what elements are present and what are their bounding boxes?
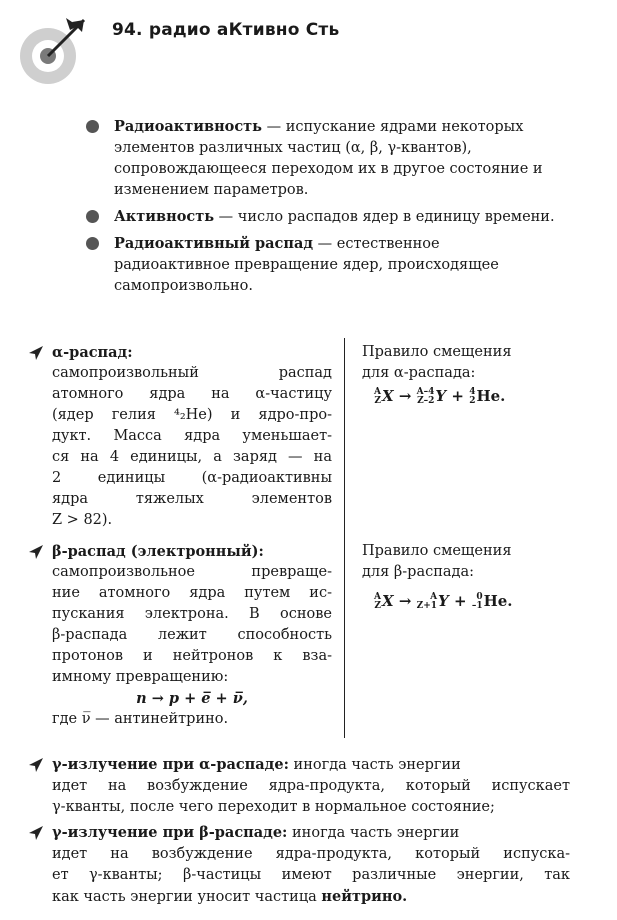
beta-heading: β-распад (электронный): — [52, 543, 264, 560]
bullet-icon — [86, 237, 99, 250]
column-divider — [344, 338, 345, 738]
alpha-line: самопроизвольный распад — [52, 365, 332, 381]
beta-note: где ν̅ — антинейтрино. — [52, 711, 229, 727]
rule-title: Правило смещения — [362, 344, 512, 360]
gamma-beta-text: ет γ-кванты; β-частицы имеют различные энергии, так — [52, 867, 570, 883]
alpha-line: атомного ядра на α-частицу — [52, 386, 332, 402]
gamma-beta-text: как часть энергии уносит частица — [52, 889, 317, 905]
pointer-arrow-icon — [28, 825, 44, 841]
gamma-beta-section — [52, 822, 570, 908]
beta-line: пускания электрона. В основе — [52, 606, 332, 622]
beta-line: имному превращению: — [52, 669, 229, 685]
beta-rule — [362, 541, 572, 612]
gamma-alpha-text: иногда часть энергии — [293, 757, 461, 773]
definition-text: — естественное радиоактивное превращение ядер, происходящее самопроизвольно. — [114, 236, 499, 294]
definition-radioactivity — [86, 116, 556, 201]
target-logo-icon — [18, 10, 98, 90]
gamma-beta-heading: γ-излучение при β-распаде: — [52, 824, 288, 841]
beta-formula: A Z X → A Z+1 Y + 0 –1 He. — [374, 592, 513, 611]
alpha-line: дукт. Масса ядра уменьшает- — [52, 428, 332, 444]
definitions-list — [86, 116, 556, 302]
gamma-alpha-text: γ-кванты, после чего переходит в нормальное состояние; — [52, 799, 495, 815]
definition-activity — [86, 206, 556, 228]
gamma-alpha-section — [52, 754, 570, 818]
gamma-beta-text: иногда часть энергии — [292, 825, 460, 841]
gamma-alpha-text: идет на возбуждение ядра-продукта, который испускает — [52, 778, 570, 794]
beta-line: ние атомного ядра путем ис- — [52, 585, 332, 601]
alpha-line: 2 единицы (α-радиоактивны — [52, 470, 332, 486]
definition-text: — число распадов ядер в единицу времени. — [218, 209, 555, 225]
alpha-formula: A Z X → A–4 Z–2 Y + 4 2 He. — [374, 387, 506, 406]
bullet-icon — [86, 120, 99, 133]
beta-equation: n → p + e̅ + ν̅, — [136, 690, 248, 707]
alpha-line: (ядер гелия ⁴₂He) и ядро-про- — [52, 407, 332, 423]
alpha-line: Z > 82). — [52, 512, 113, 528]
bullet-icon — [86, 210, 99, 223]
term: Активность — [114, 208, 215, 225]
alpha-line: ся на 4 единицы, а заряд — на — [52, 449, 332, 465]
gamma-alpha-heading: γ-излучение при α-распаде: — [52, 756, 289, 773]
definition-radioactive-decay — [86, 233, 556, 297]
neutrino-term: нейтрино. — [321, 888, 408, 905]
alpha-line: ядра тяжелых элементов — [52, 491, 332, 507]
pointer-arrow-icon — [28, 544, 44, 560]
term: Радиоактивность — [114, 118, 263, 135]
beta-line: β-распада лежит способность — [52, 627, 332, 643]
alpha-decay-section — [52, 342, 332, 531]
term: Радиоактивный распад — [114, 235, 314, 252]
beta-line: протонов и нейтронов к вза- — [52, 648, 332, 664]
definition-text: — испускание ядрами некоторых элементов различных частиц (α, β, γ-квантов), сопровождающееся переходом их в другое состояние и изменением параметров. — [114, 119, 543, 198]
pointer-arrow-icon — [28, 757, 44, 773]
rule-subtitle: для α-распада: — [362, 365, 476, 381]
alpha-rule — [362, 342, 572, 407]
beta-decay-section — [52, 541, 332, 730]
beta-line: самопроизвольное превраще- — [52, 564, 332, 580]
pointer-arrow-icon — [28, 345, 44, 361]
rule-subtitle: для β-распада: — [362, 564, 474, 580]
alpha-heading: α-распад: — [52, 344, 133, 361]
page-title: 94. радио аКтивно Сть — [112, 20, 340, 40]
gamma-beta-text: идет на возбуждение ядра-продукта, который испуска- — [52, 846, 570, 862]
rule-title: Правило смещения — [362, 543, 512, 559]
